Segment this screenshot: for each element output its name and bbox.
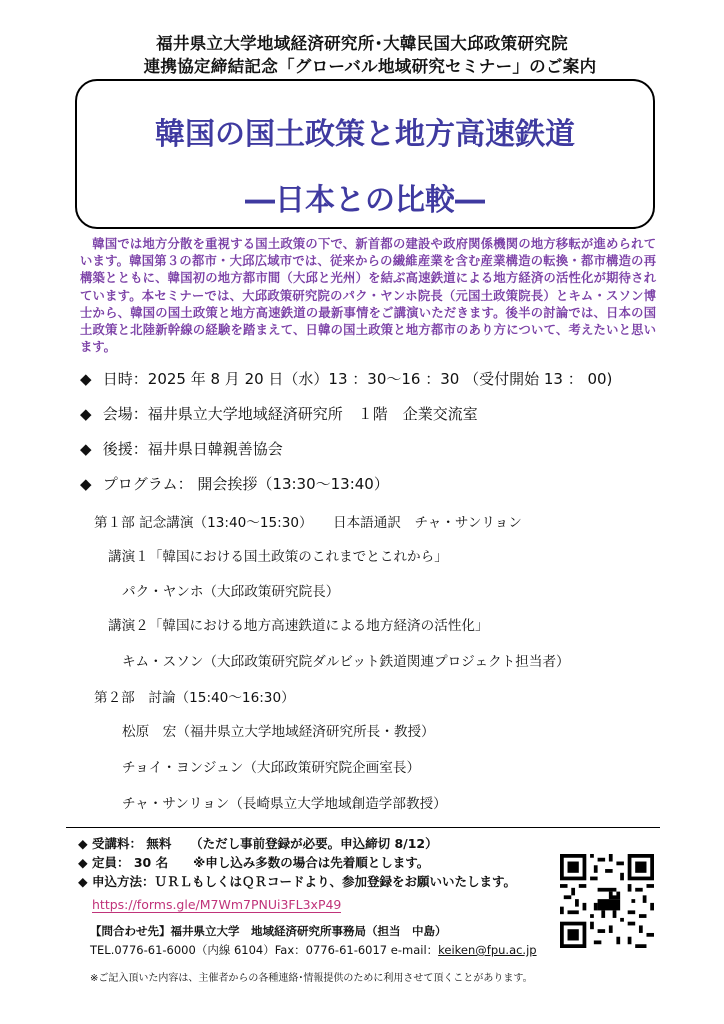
capacity-text: 定員： 30 名 ※申し込み多数の場合は先着順とします。 bbox=[91, 855, 430, 870]
registration-link[interactable]: https://forms.gle/M7Wm7PNUi3FL3xP49 bbox=[92, 897, 342, 912]
contact-line-2 bbox=[90, 942, 537, 958]
detail-venue bbox=[80, 403, 478, 424]
footnote: ※ご記入頂いた内容は、主催者からの各種連絡･情報提供のために利用させて頂くことがあります。 bbox=[90, 973, 533, 984]
divider bbox=[66, 827, 660, 828]
contact-line-1: 【問合わせ先】福井県立大学 地域経済研究所事務局（担当 中島） bbox=[90, 924, 447, 938]
diamond-bullet-icon: ◆ bbox=[78, 855, 88, 870]
contact-phone: TEL.0776-61-6000（内線 6104）Fax：0776-61-6017 e-mail： bbox=[90, 943, 439, 957]
lecture-2-title: 講演２「韓国における地方高速鉄道による地方経済の活性化」 bbox=[108, 618, 489, 634]
diamond-bullet-icon: ◆ bbox=[80, 475, 92, 493]
diamond-bullet-icon: ◆ bbox=[78, 874, 88, 889]
detail-program bbox=[80, 473, 389, 494]
contact-email[interactable]: keiken@fpu.ac.jp bbox=[438, 943, 537, 957]
note-capacity bbox=[78, 853, 429, 871]
title-box bbox=[75, 79, 655, 229]
diamond-bullet-icon: ◆ bbox=[80, 405, 92, 423]
detail-support bbox=[80, 438, 283, 459]
panelist-1: 松原 宏（福井県立大学地域経済研究所長・教授） bbox=[122, 724, 435, 740]
program-part-1: 第１部 記念講演（13:40～15:30） 日本語通訳 チャ・サンリョン bbox=[94, 515, 522, 531]
panelist-2: チョイ・ヨンジュン（大邱政策研究院企画室長） bbox=[122, 760, 421, 776]
diamond-bullet-icon: ◆ bbox=[80, 370, 92, 388]
diamond-bullet-icon: ◆ bbox=[78, 836, 88, 851]
header-line-2: 連携協定締結記念「グローバル地域研究セミナー」のご案内 bbox=[143, 57, 597, 76]
note-method bbox=[78, 872, 516, 890]
program-text: プログラム： 開会挨拶（13:30～13:40） bbox=[102, 475, 389, 493]
header-line-1: 福井県立大学地域経済研究所･大韓民国大邱政策研究院 bbox=[156, 34, 568, 53]
subtitle: ―日本との比較― bbox=[245, 183, 485, 218]
lecture-1-title: 講演１「韓国における国土政策のこれまでとこれから」 bbox=[108, 549, 448, 565]
venue-text: 会場：福井県立大学地域経済研究所 １階 企業交流室 bbox=[102, 405, 478, 423]
intro-paragraph: 韓国では地方分散を重視する国土政策の下で、新首都の建設や政府関係機関の地方移転が進められています。韓国第３の都市・大邱広域市では、従来からの繊維産業を含む産業構造の転換・都市構造の再構築とともに、韓国初の地方都市間（大邱と光州）を結ぶ高速鉄道による地方経済の活性化が期待されています。本セミナーでは、大邱政策研究院のパク・ヤンホ院長（元国土政策院長）とキム・スソン博士から、韓国の国土政策と地方高速鉄道の最新事情をご講演いただきます。後半の討論では、日本の国土政策と北陸新幹線の経験を踏まえて、日韓の国土政策と地方都市のあり方について、考えたいと思います。 bbox=[80, 237, 656, 355]
diamond-bullet-icon: ◆ bbox=[80, 440, 92, 458]
support-text: 後援：福井県日韓親善協会 bbox=[102, 440, 283, 458]
fee-text: 受講料： 無料 （ただし事前登録が必要。申込締切 8/12） bbox=[91, 836, 438, 851]
lecture-1-speaker: パク・ヤンホ（大邱政策研究院長） bbox=[122, 584, 340, 600]
qr-code-icon[interactable] bbox=[560, 854, 654, 948]
method-text: 申込方法：ＵＲＬもしくはＱＲコードより、参加登録をお願いいたします。 bbox=[91, 874, 516, 889]
detail-date bbox=[80, 368, 612, 389]
date-text: 日時：2025 年 8 月 20 日（水）13 ：30～16 ：30 （受付開始 13 ： 00) bbox=[102, 370, 613, 388]
note-fee bbox=[78, 834, 438, 852]
panelist-3: チャ・サンリョン（長崎県立大学地域創造学部教授） bbox=[122, 796, 447, 812]
main-title: 韓国の国土政策と地方高速鉄道 bbox=[155, 117, 575, 152]
lecture-2-speaker: キム・スソン（大邱政策研究院ダルビット鉄道関連プロジェクト担当者） bbox=[122, 654, 570, 670]
program-part-2: 第２部 討論（15:40～16:30） bbox=[94, 690, 295, 706]
